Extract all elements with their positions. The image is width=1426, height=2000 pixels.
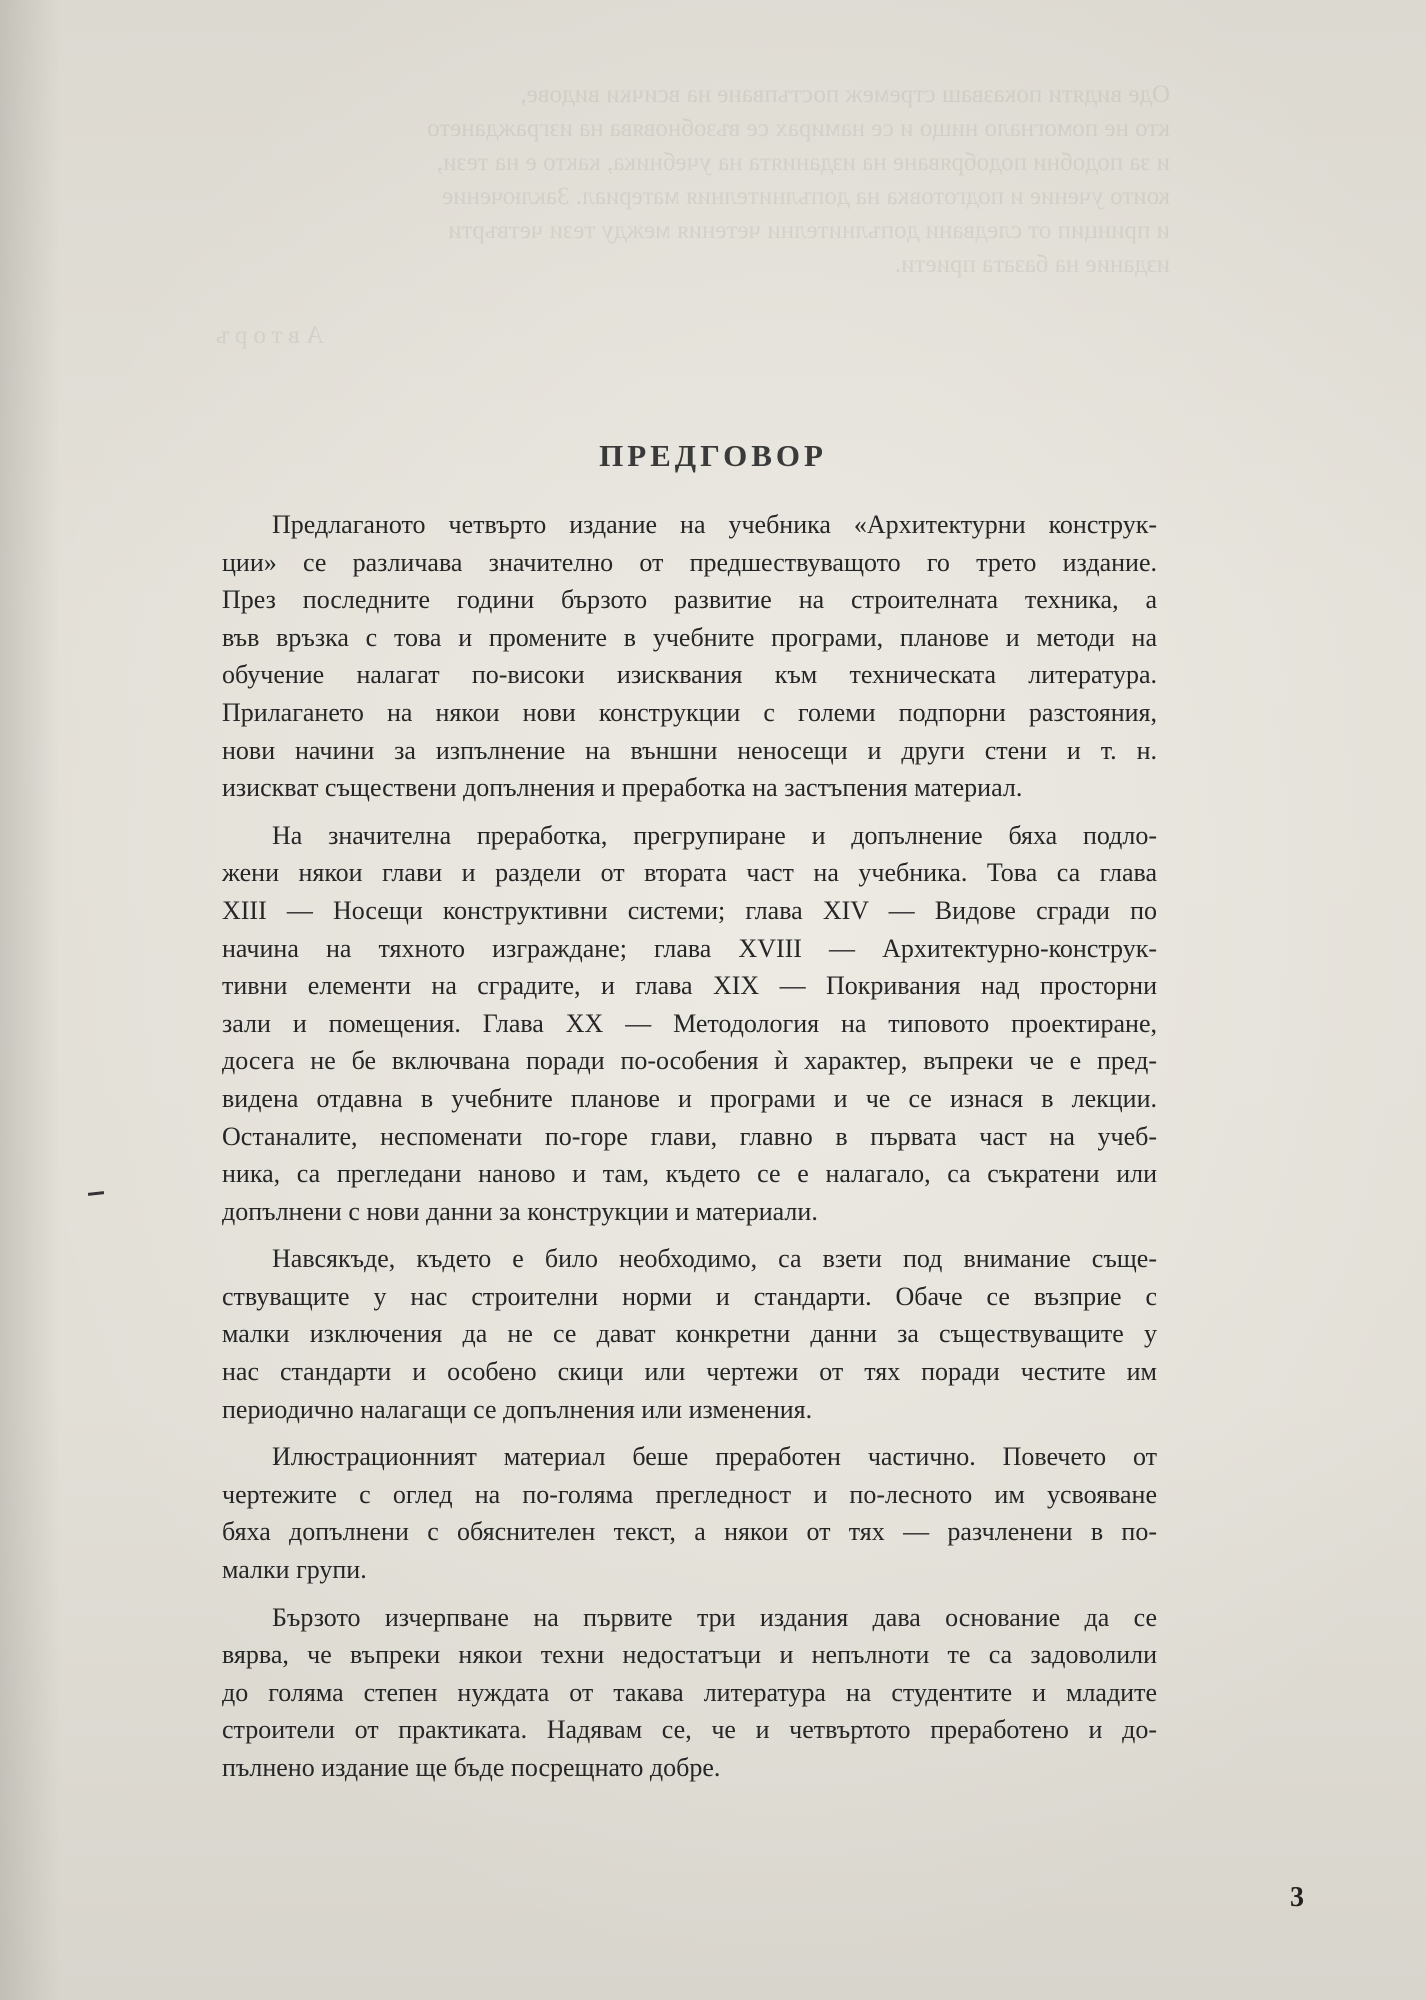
text-line: видена отдавна в учебните планове и програми и че се изнася в лекции. — [222, 1083, 1157, 1113]
text-line: допълнени с нови данни за конструкции и материали. — [222, 1196, 818, 1226]
text-line: ствуващите у нас строителни норми и стандарти. Обаче се възприе с — [222, 1281, 1157, 1311]
text-line: строители от практиката. Надявам се, че и четвъртото преработено и до- — [222, 1715, 1157, 1745]
text-line: чертежите с оглед на по-голяма прегледност и по-лесното им усвояване — [222, 1479, 1157, 1509]
text-line: ции» се различава значително от предшествуващото го трето издание. — [222, 547, 1157, 577]
text-line: XIII — Носещи конструктивни системи; глава XIV — Видове сгради по — [222, 895, 1157, 925]
text-line: начина на тяхното изграждане; глава XVIII — Архитектурно-конструк- — [222, 933, 1157, 963]
paragraph — [222, 1599, 1157, 1787]
text-line: във връзка с това и промените в учебните програми, планове и методи на — [222, 622, 1157, 652]
text-line: бяха допълнени с обяснителен текст, а някои от тях — разчленени в по- — [222, 1517, 1157, 1547]
paragraph — [222, 817, 1157, 1231]
text-line: зали и помещения. Глава XX — Методология на типовото проектиране, — [222, 1008, 1157, 1038]
paragraph — [222, 506, 1157, 807]
text-line: Останалите, неспоменати по-горе глави, главно в първата част на учеб- — [222, 1121, 1157, 1151]
bleed-through-text: Оде видяти показваш стремеж постъпване на всички видове, кто не помогнало нищо и се намирах се възобновява на изграждането и за подобни подобряване на изданията на учебника, както е на тези, които учение и подготовка на допълнителния материал. Заключение и принцип от следвани допълнителни четения между тези четвърти издание на базата приети. — [427, 81, 1170, 278]
text-line: вярва, че въпреки някои техни недостатъци и непълноти те са задоволили — [222, 1640, 1157, 1670]
text-line: Предлаганото четвърто издание на учебника «Архитектурни конструк- — [272, 510, 1157, 539]
text-line: нас стандарти и особено скици или чертежи от тях поради честите им — [222, 1357, 1157, 1387]
text-line: тивни елементи на сградите, и глава XIX — Покривания над просторни — [222, 971, 1157, 1001]
paragraph — [222, 1438, 1157, 1588]
text-line: През последните години бързото развитие на строителната техника, а — [222, 585, 1157, 615]
text-line: малки изключения да не се дават конкретни данни за съществуващите у — [222, 1319, 1157, 1349]
text-line: пълнено издание ще бъде посрещнато добре. — [222, 1753, 721, 1782]
page-title: ПРЕДГОВОР — [599, 438, 827, 473]
bleed-through-signature: Авторъ — [210, 322, 324, 349]
text-line: обучение налагат по-високи изисквания към техническата литература. — [222, 660, 1157, 690]
paragraph — [222, 1240, 1157, 1428]
text-line: Навсякъде, където е било необходимо, са взети под внимание съще- — [272, 1244, 1157, 1274]
margin-mark — [88, 1191, 104, 1196]
text-line: малки групи. — [222, 1555, 367, 1585]
text-line: нови начини за изпълнение на външни неносещи и други стени и т. н. — [222, 735, 1157, 765]
text-line: ника, са прегледани наново и там, където се е налагало, са съкратени или — [222, 1159, 1157, 1189]
page-number: 3 — [1290, 1882, 1304, 1913]
text-line: жени някои глави и раздели от втората част на учебника. Това са глава — [222, 858, 1157, 888]
preface-body — [222, 506, 1157, 1797]
text-line: досега не бе включвана поради по-особения ѝ характер, въпреки че е пред- — [222, 1046, 1157, 1076]
text-line: до голяма степен нуждата от такава литература на студентите и младите — [222, 1677, 1157, 1707]
text-line: Илюстрационният материал беше преработен частично. Повечето от — [272, 1442, 1157, 1472]
text-line: периодично налагащи се допълнения или изменения. — [222, 1394, 813, 1424]
text-line: На значителна преработка, прегрупиране и допълнение бяха подло- — [272, 820, 1157, 850]
text-line: Прилагането на някои нови конструкции с големи подпорни разстояния, — [222, 697, 1157, 727]
text-line: изискват съществени допълнения и преработка на застъпения материал. — [222, 773, 1023, 803]
text-line: Бързото изчерпване на първите три издания дава основание да се — [272, 1602, 1157, 1632]
page-edge-shadow — [0, 0, 60, 2000]
